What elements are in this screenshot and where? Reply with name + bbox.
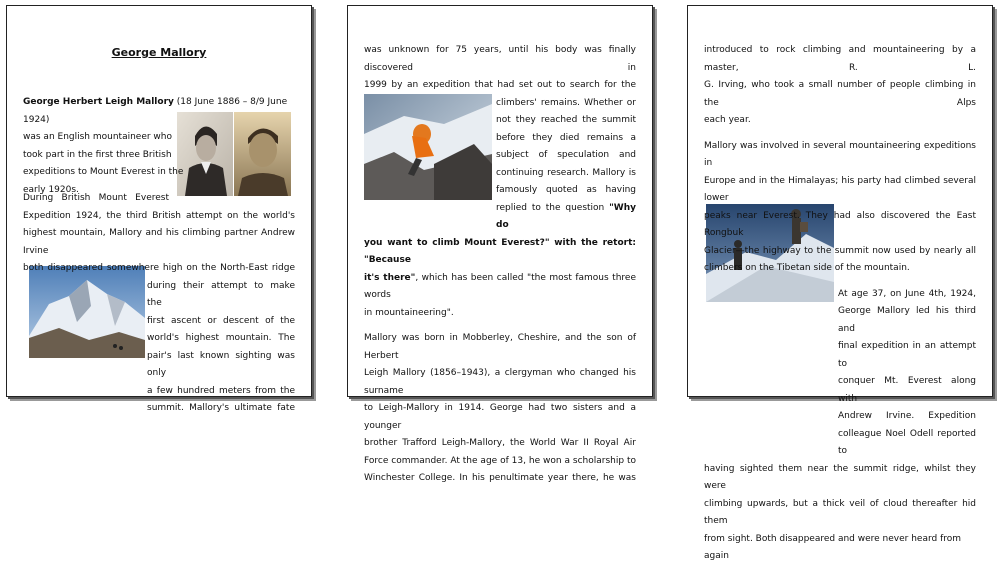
quote-text: "Why do: [496, 202, 636, 230]
text-line: in mountaineering".: [364, 307, 454, 318]
text-line: colleague Noel Odell reported to: [838, 428, 976, 456]
text-line: a few hundred meters from the: [147, 385, 295, 396]
text-line: George Mallory led his third and: [838, 306, 976, 334]
text-line: from sight. Both disappeared and were never heard from again: [704, 533, 962, 561]
text-line: G. Irving, who took a small number of people climbing in the Alps: [704, 80, 976, 108]
text-line: summit. Mallory's ultimate fate: [147, 403, 295, 413]
text-line: Mallory was born in Mobberley, Cheshire, and the son of Herbert: [364, 333, 636, 361]
text-line: Andrew Irvine. Expedition: [838, 411, 976, 421]
text-line: famously quoted as having: [496, 185, 636, 195]
text-line: Expedition 1924, the third British attempt on the world's: [23, 210, 295, 221]
text-line: pair's last known sighting was only: [147, 350, 295, 378]
text-line: both disappeared somewhere high on the North-East ridge: [23, 263, 295, 273]
text-line: to Leigh-Mallory in 1914. George had two sisters and a younger: [364, 403, 636, 431]
document-page-2: [347, 5, 653, 483]
text-line: replied to the question: [496, 202, 610, 213]
text-line: Europe and in the Himalayas; his party had climbed several lower: [704, 175, 976, 203]
text-line: 1999 by an expedition that had set out to search for the: [364, 80, 636, 90]
text-line: expeditions to Mount Everest in the: [23, 167, 184, 177]
text-line: peaks near Everest. They had also discovered the East Rongbuk: [704, 210, 976, 238]
text-line: was unknown for 75 years, until his body was finally discovered in: [364, 45, 636, 73]
text-line: Winchester College. In his penultimate year there, he was: [364, 473, 636, 483]
text-line: introduced to rock climbing and mountaineering by a master, R. L.: [704, 45, 976, 73]
text-line: was an English mountaineer who: [23, 132, 173, 142]
text-line: final expedition in an attempt to: [838, 341, 976, 369]
text-line: conquer Mt. Everest along with: [838, 376, 976, 404]
text-line: highest mountain, Mallory and his climbing partner Andrew Irvine: [23, 228, 295, 256]
page-title: George Mallory: [111, 46, 207, 59]
text-line: , which has been called "the most famous three words: [364, 272, 636, 300]
text-line: Glacier—the highway to the summit now used by nearly all: [704, 245, 976, 256]
text-line: world's highest mountain. The: [147, 333, 295, 343]
text-line: first ascent or descent of the: [147, 315, 295, 326]
text-line: each year.: [704, 115, 751, 125]
document-page-1: [6, 5, 312, 413]
text-line: Leigh Mallory (1856–1943), a clergyman who changed his surname: [364, 368, 636, 396]
text-line: climbers on the Tibetan side of the mountain.: [704, 263, 910, 273]
intro-name: George Herbert Leigh Mallory: [23, 97, 174, 107]
text-line: climbers' remains. Whether or: [496, 97, 636, 108]
text-line: before they died remains a: [496, 132, 636, 143]
text-line: took part in the first three British: [23, 149, 172, 160]
text-line: having sighted them near the summit ridge, whilst they were: [704, 463, 976, 491]
text-line: not they reached the summit: [496, 115, 636, 125]
intro-dates: (18 June 1886 – 8/9 June 1924): [23, 97, 288, 125]
text-line: subject of speculation and: [496, 150, 636, 160]
quote-text: you want to climb Mount Everest?" with the retort: "Because: [364, 237, 636, 265]
text-line: Mallory was involved in several mountaineering expeditions in: [704, 140, 976, 168]
text-line: during their attempt to make the: [147, 280, 295, 308]
document-page-3: [687, 5, 993, 561]
text-line: climbing upwards, but a thick veil of cloud thereafter hid them: [704, 498, 976, 526]
text-line: Force commander. At the age of 13, he won a scholarship to: [364, 455, 636, 466]
text-line: continuing research. Mallory is: [496, 167, 636, 178]
text-line: During British Mount Everest: [23, 193, 169, 203]
text-line: brother Trafford Leigh-Mallory, the World War II Royal Air: [364, 438, 636, 448]
text-line: At age 37, on June 4th, 1924,: [838, 288, 976, 299]
text-line: early 1920s.: [23, 184, 79, 195]
quote-text: it's there": [364, 272, 416, 283]
